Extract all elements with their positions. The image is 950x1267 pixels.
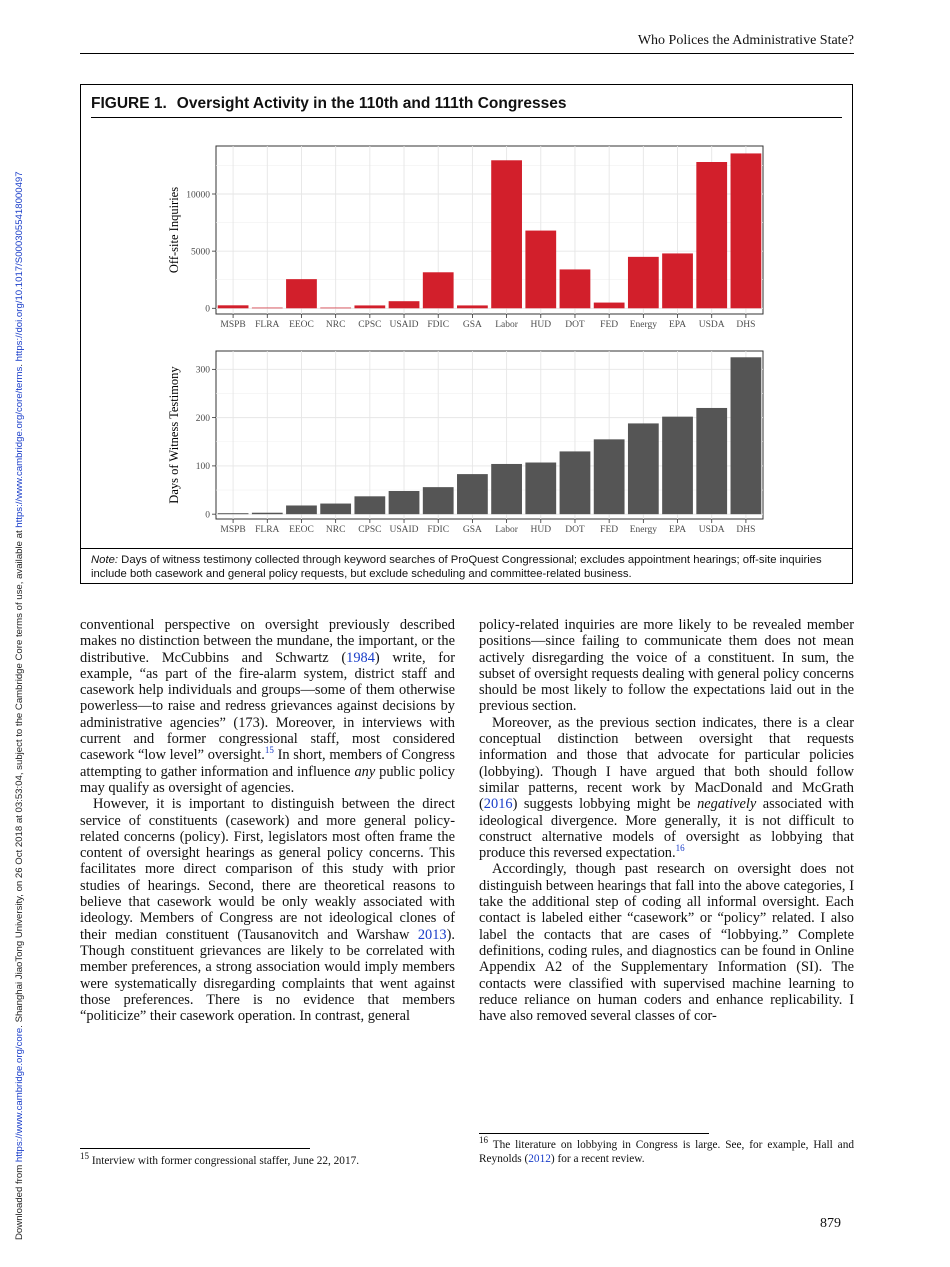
x-tick-label: FDIC	[427, 320, 450, 330]
bar-eeoc	[286, 505, 317, 514]
footnote-ref-16[interactable]: 16	[675, 843, 685, 854]
x-tick-label: DHS	[736, 320, 756, 330]
x-tick-label: DHS	[736, 525, 756, 535]
x-tick-label: EPA	[668, 320, 687, 330]
citation-link[interactable]: 2012	[528, 1153, 551, 1165]
bar-usda	[696, 408, 727, 514]
bar-energy	[628, 257, 659, 308]
x-tick-label: USDA	[698, 525, 725, 535]
bar-dhs	[731, 357, 762, 514]
x-tick-label: USDA	[698, 320, 725, 330]
bar-fed	[594, 439, 625, 514]
citation-link[interactable]: 1984	[346, 649, 375, 666]
bar-eeoc	[286, 279, 317, 308]
bar-nrc	[320, 504, 351, 515]
bar-hud	[525, 231, 556, 309]
paragraph: conventional perspective on oversight previously described makes no distinction between the mundane, the important, or the distributive. McCubbins and Schwartz (1984) write, for example, “as part of the fire-alarm system, district staff and casework help individuals and groups—some of them otherwise powerless—to raise and redress grievances against decisions by administrative agencies” (173). Moreover, in interviews with current and former congressional staff, most considered casework “low level” oversight.$^{15}$ In short, members of Congress attempting to gather information and influence any public policy may qualify as oversight of agencies.	[80, 617, 455, 796]
x-tick-label: GSA	[462, 525, 482, 535]
bar-epa	[662, 417, 693, 515]
x-tick-label: EEOC	[289, 320, 314, 330]
x-tick-label: FDIC	[427, 525, 450, 535]
x-tick-label: EPA	[668, 525, 687, 535]
y-tick-label: 5000	[191, 247, 210, 258]
footnote-15: $^{15}$ Interview with former congressional staffer, June 22, 2017.	[80, 1151, 360, 1167]
bar-epa	[662, 253, 693, 308]
bar-fdic	[423, 487, 454, 514]
bar-usaid	[389, 491, 420, 514]
bar-fdic	[423, 272, 454, 308]
x-tick-label: MSPB	[220, 525, 246, 535]
bar-mspb	[218, 513, 249, 514]
offsite-inquiries-chart	[80, 140, 853, 330]
bar-dhs	[731, 153, 762, 308]
y-tick-label: 200	[195, 413, 210, 424]
cambridge-core-link[interactable]: https://www.cambridge.org/core	[14, 1027, 25, 1163]
y-tick-label: 0	[205, 304, 210, 315]
y-tick-label: 0	[205, 510, 210, 521]
footnote-rule	[479, 1133, 709, 1134]
x-tick-label: CPSC	[358, 525, 382, 535]
bar-cpsc	[354, 496, 385, 514]
bar-energy	[628, 423, 659, 514]
bar-labor	[491, 160, 522, 308]
x-tick-label: Labor	[495, 525, 518, 535]
bar-dot	[560, 269, 591, 308]
x-tick-label: Energy	[629, 320, 657, 330]
bar-mspb	[218, 305, 249, 308]
y-tick-label: 100	[195, 462, 210, 473]
x-tick-label: HUD	[530, 320, 552, 330]
bar-flra	[252, 308, 283, 309]
x-tick-label: FLRA	[255, 320, 280, 330]
paragraph: Moreover, as the previous section indicates, there is a clear conceptual distinction between oversight that requests information and those that advocate for particular policies (lobbying). Though I have argued that both should follow similar patterns, recent work by MacDonald and McGrath (2016) suggests lobbying might be negatively associated with ideological divergence. More generally, it is not difficult to construct alternative models of oversight as lobbying that produce this reversed expectation.$^{16}$	[479, 714, 854, 862]
y-axis-title: Off-site Inquiries	[167, 186, 181, 274]
note-label: Note:	[91, 554, 119, 566]
y-axis-title: Days of Witness Testimony	[167, 366, 181, 504]
doi-link[interactable]: https://doi.org/10.1017/S0003055418000497	[14, 171, 25, 362]
x-tick-label: DOT	[565, 320, 585, 330]
bar-fed	[594, 303, 625, 309]
cambridge-terms-link[interactable]: https://www.cambridge.org/core/terms	[14, 366, 25, 528]
footnote-rule	[80, 1148, 310, 1149]
x-tick-label: NRC	[325, 320, 346, 330]
x-tick-label: MSPB	[220, 320, 246, 330]
x-tick-label: EEOC	[289, 525, 314, 535]
download-notice: Downloaded from https://www.cambridge.org/core. Shanghai JiaoTong University, on 26 Oct 2018 at 03:53:04, subject to the Cambridge Core terms of use, available at https://www.cambridge.org/core/terms. https://doi.org/10.1017/S0003055418000497	[14, 171, 25, 1240]
citation-link[interactable]: 2016	[483, 796, 513, 813]
page-number: 879	[820, 1216, 841, 1231]
bar-dot	[560, 451, 591, 514]
x-tick-label: FLRA	[255, 525, 280, 535]
note-text: Days of witness testimony collected through keyword searches of ProQuest Congressional; excludes appointment hearings; off-site inquiries include both casework and general policy requests, but exclude scheduling and committee-related business.	[91, 554, 822, 580]
bar-labor	[491, 464, 522, 514]
paragraph: However, it is important to distinguish between the direct service of constituents (casework) and more general policy-related concerns (policy). First, legislators most often frame the content of oversight hearings as general policy concerns. This facilitates more direct comparison of this study with prior studies of hearings. Second, there are theoretical reasons to believe that casework would be only weakly associated with ideology. Members of Congress are not ideological clones of their median constituent (Tausanovitch and Warshaw 2013). Though constituent grievances are likely to be correlated with member preferences, a strong association would imply members were systematically disregarding complaints that went against those preferences. There is no evidence that members “politicize” their casework operation. In contrast, general	[80, 796, 455, 1025]
x-tick-label: Energy	[629, 525, 657, 535]
bar-flra	[252, 513, 283, 514]
x-tick-label: FED	[600, 320, 619, 330]
y-tick-label: 300	[195, 365, 210, 376]
paragraph: policy-related inquiries are more likely to be revealed member positions—since failing to communicate them does not mean actively disregarding the voice of a constituent. In sum, the subset of oversight requests dealing with general policy concerns should be most likely to follow the expectations laid out in the previous section.	[479, 617, 854, 715]
x-tick-label: Labor	[495, 320, 518, 330]
x-tick-label: USAID	[389, 320, 419, 330]
figure-caption: Oversight Activity in the 110th and 111th Congresses	[176, 95, 567, 112]
x-tick-label: FED	[600, 525, 619, 535]
x-tick-label: CPSC	[358, 320, 382, 330]
bar-hud	[525, 463, 556, 515]
right-column	[479, 617, 854, 1024]
x-tick-label: USAID	[389, 525, 419, 535]
bar-cpsc	[354, 305, 385, 308]
footnote-16: $^{16}$ The literature on lobbying in Congress is large. See, for example, Hall and Reynolds (2012) for a recent review.	[479, 1135, 854, 1165]
paragraph: Accordingly, though past research on oversight does not distinguish between hearings that fall into the above categories, I take the additional step of coding all informal oversight. Each contact is labeled either “casework” or “policy” related. I also label the contacts that are cases of “lobbying.” Complete definitions, coding rules, and diagnostics can be found in Online Appendix A2 of the Supplementary Information (SI). The contacts were classified with supervised machine learning to reduce reliance on human coders and enhance replicability. I have also removed several classes of cor-	[479, 861, 854, 1025]
x-tick-label: HUD	[530, 525, 552, 535]
bar-gsa	[457, 474, 488, 514]
bar-usda	[696, 162, 727, 308]
footnote-ref-15[interactable]: 15	[264, 745, 274, 756]
left-column	[80, 617, 455, 1024]
figure-note	[81, 548, 852, 584]
citation-link[interactable]: 2013	[417, 926, 447, 943]
bar-usaid	[389, 301, 420, 308]
running-head: Who Polices the Administrative State?	[80, 33, 854, 54]
witness-testimony-chart	[80, 345, 853, 535]
figure-label: FIGURE 1.	[91, 95, 167, 112]
x-tick-label: NRC	[325, 525, 346, 535]
bar-gsa	[457, 305, 488, 308]
x-tick-label: DOT	[565, 525, 585, 535]
x-tick-label: GSA	[462, 320, 482, 330]
figure-title	[91, 95, 842, 118]
bar-nrc	[320, 308, 351, 309]
y-tick-label: 10000	[186, 190, 210, 201]
